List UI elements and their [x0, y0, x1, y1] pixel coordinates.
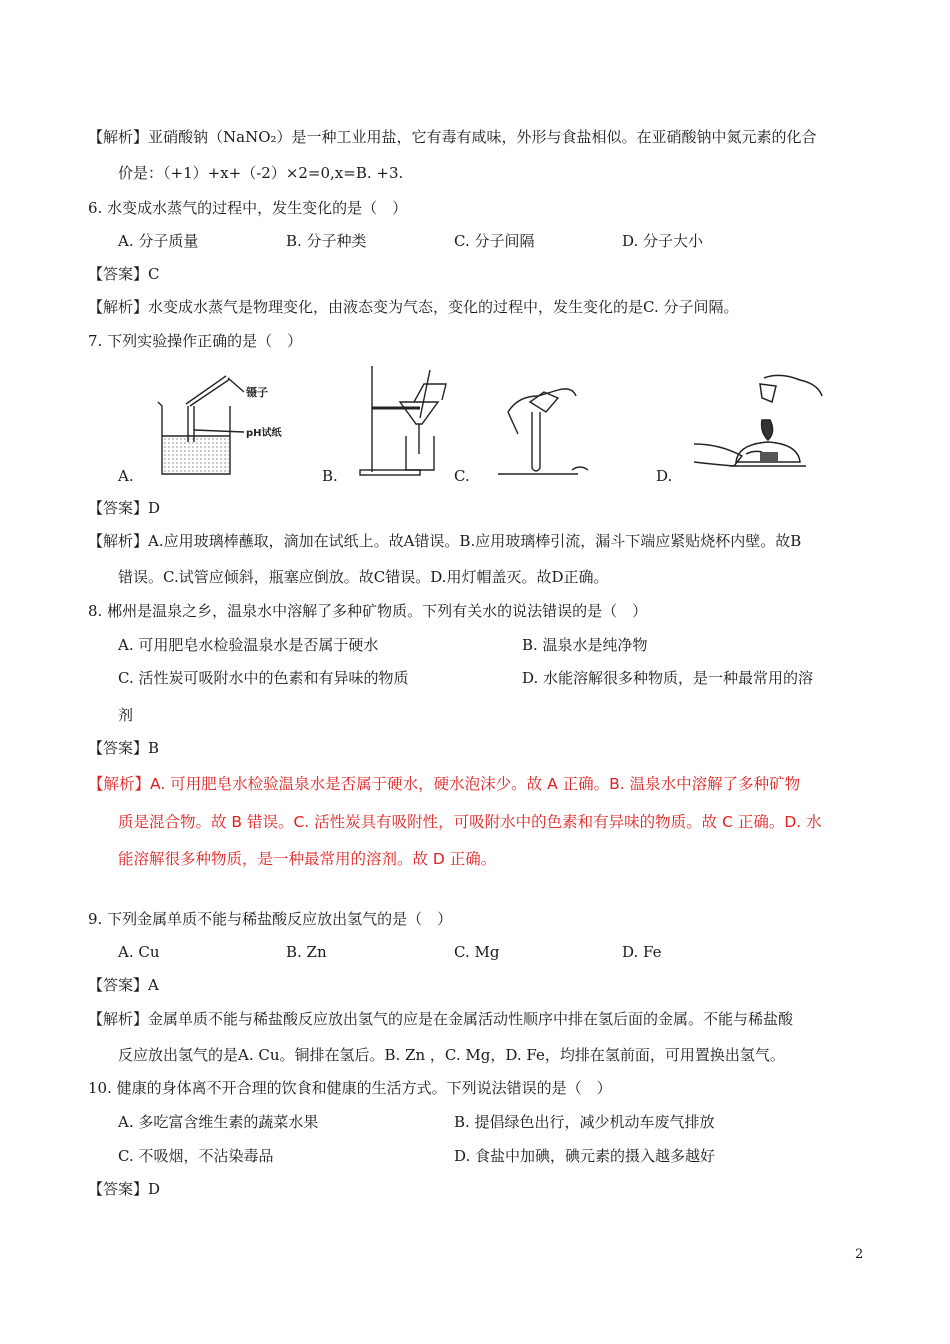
figure-a-tweezers-label: 镊子	[246, 386, 268, 399]
q6-answer: 【答案】C	[88, 265, 160, 283]
q8-explanation-line-3: 能溶解很多种物质，是一种最常用的溶剂。故 D 正确。	[118, 850, 497, 868]
figure-a-ph-label: pH试纸	[246, 428, 282, 439]
figure-a-label: A.	[118, 467, 134, 485]
figure-d-label: D.	[656, 467, 673, 485]
q9-stem: 9. 下列金属单质不能与稀盐酸反应放出氢气的是（ ）	[88, 910, 453, 928]
q8-option-d: D. 水能溶解很多种物质，是一种最常用的溶	[522, 669, 814, 687]
q8-explanation-line-2: 质是混合物。故 B 错误。C. 活性炭具有吸附性，可吸附水中的色素和有异味的物质。故 C 正确。D. 水	[118, 813, 822, 831]
q8-explanation-line-1: 【解析】A. 可用肥皂水检验温泉水是否属于硬水，硬水泡沫少。故 A 正确。B. 温泉水中溶解了多种矿物	[88, 775, 801, 793]
q6-option-c: C. 分子间隔	[454, 232, 535, 250]
q9-answer: 【答案】A	[88, 976, 159, 994]
figure-d-alcohol-lamp	[690, 370, 830, 480]
q8-answer: 【答案】B	[88, 739, 160, 757]
q10-stem: 10. 健康的身体离不开合理的饮食和健康的生活方式。下列说法错误的是（ ）	[88, 1079, 612, 1097]
q8-option-c: C. 活性炭可吸附水中的色素和有异味的物质	[118, 669, 409, 687]
q6-option-b: B. 分子种类	[286, 232, 367, 250]
q9-option-b: B. Zn	[286, 943, 327, 961]
q9-explanation-line-1: 【解析】金属单质不能与稀盐酸反应放出氢气的应是在金属活动性顺序中排在氢后面的金属。不能与稀盐酸	[88, 1010, 794, 1028]
q8-option-b: B. 温泉水是纯净物	[522, 636, 648, 654]
q6-option-d: D. 分子大小	[622, 232, 704, 250]
figure-a-ph-test	[148, 370, 298, 480]
figure-b-label: B.	[322, 467, 338, 485]
q9-option-a: A. Cu	[118, 943, 160, 961]
q7-explanation-line-2: 错误。C.试管应倾斜，瓶塞应倒放。故C错误。D.用灯帽盖灭。故D正确。	[118, 568, 609, 586]
q6-option-a: A. 分子质量	[118, 232, 199, 250]
q7-answer: 【答案】D	[88, 499, 161, 517]
q10-option-b: B. 提倡绿色出行，减少机动车废气排放	[454, 1113, 715, 1131]
q9-option-d: D. Fe	[622, 943, 662, 961]
q8-option-a: A. 可用肥皂水检验温泉水是否属于硬水	[118, 636, 379, 654]
q7-stem: 7. 下列实验操作正确的是（ ）	[88, 332, 303, 350]
page-number: 2	[855, 1247, 864, 1262]
q7-explanation-line-1: 【解析】A.应用玻璃棒蘸取，滴加在试纸上。故A错误。B.应用玻璃棒引流，漏斗下端应紧贴烧杯内壁。故B	[88, 532, 802, 550]
q9-option-c: C. Mg	[454, 943, 500, 961]
figure-b-filtration	[350, 362, 450, 482]
q10-option-d: D. 食盐中加碘，碘元素的摄入越多越好	[454, 1147, 716, 1165]
q10-option-c: C. 不吸烟，不沾染毒品	[118, 1147, 274, 1165]
q6-stem: 6. 水变成水蒸气的过程中，发生变化的是（ ）	[88, 199, 408, 217]
q8-stem: 8. 郴州是温泉之乡，温泉水中溶解了多种矿物质。下列有关水的说法错误的是（ ）	[88, 602, 648, 620]
q10-option-a: A. 多吃富含维生素的蔬菜水果	[118, 1113, 319, 1131]
q6-explanation: 【解析】水变成水蒸气是物理变化，由液态变为气态，变化的过程中，发生变化的是C. 分子间隔。	[88, 298, 739, 316]
q5-explanation-line-1: 【解析】亚硝酸钠（NaNO₂）是一种工业用盐，它有毒有咸味，外形与食盐相似。在亚硝酸钠中氮元素的化合	[88, 128, 817, 146]
q5-explanation-line-2: 价是：（+1）+x+（-2）×2=0,x=B. +3.	[118, 164, 404, 182]
figure-c-label: C.	[454, 467, 470, 485]
figure-c-pouring	[488, 372, 598, 482]
q9-explanation-line-2: 反应放出氢气的是A. Cu。铜排在氢后。B. Zn ，C. Mg，D. Fe，均排在氢前面，可用置换出氢气。	[118, 1046, 785, 1064]
q8-option-d-wrap: 剂	[118, 706, 134, 724]
q10-answer: 【答案】D	[88, 1180, 161, 1198]
